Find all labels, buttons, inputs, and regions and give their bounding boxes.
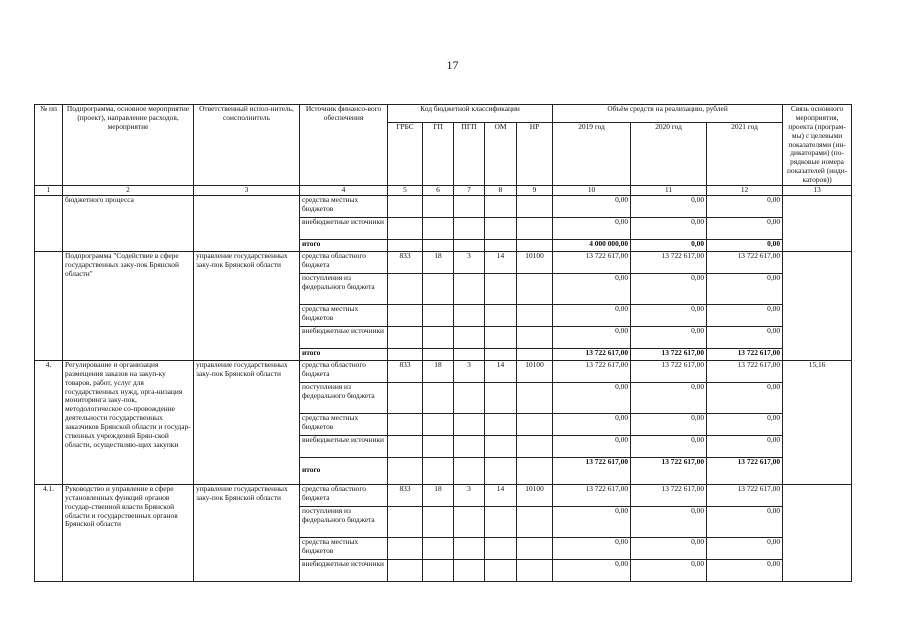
code-np: 10100 [517, 251, 553, 273]
amount-cell: 0,00 [707, 304, 783, 326]
col-number: 1 [35, 185, 63, 195]
source-cell: внебюджетные источники [300, 435, 388, 457]
amount-cell: 0,00 [631, 195, 707, 217]
amount-cell: 0,00 [631, 435, 707, 457]
code-om: 14 [485, 360, 517, 382]
amount-cell: 13 722 617,00 [707, 360, 783, 382]
col-number: 4 [300, 185, 388, 195]
header-np: НР [517, 122, 553, 185]
col-number: 9 [517, 185, 553, 195]
header-executor: Ответственный испол-нитель, соисполнитель [194, 105, 300, 186]
amount-cell: 0,00 [707, 559, 783, 581]
amount-cell: 0,00 [631, 413, 707, 435]
header-budget-code: Код бюджетной классификации [388, 105, 553, 123]
code-np: 10100 [517, 484, 553, 506]
executor-cell: управление государственных заку-пок Брянской области [194, 251, 300, 360]
source-cell: внебюджетные источники [300, 217, 388, 239]
col-number: 2 [63, 185, 194, 195]
amount-cell: 0,00 [553, 326, 631, 348]
source-cell: поступления из федерального бюджета [300, 382, 388, 413]
amount-cell: 13 722 617,00 [707, 251, 783, 273]
amount-cell: 0,00 [707, 537, 783, 559]
column-numbers-row [35, 185, 852, 195]
activity-name: Руководство и управление в сфере установленных функций органов государ-ственной власти Брянской области и государственных органов Брянской области [63, 484, 194, 581]
amount-total: 0,00 [631, 239, 707, 251]
indicator-link: 15,16 [783, 360, 852, 484]
amount-cell: 0,00 [631, 382, 707, 413]
table-row [35, 360, 852, 382]
executor-cell: управление государственных заку-пок Брянской области [194, 360, 300, 484]
amount-total: 13 722 617,00 [553, 348, 631, 360]
amount-cell: 0,00 [631, 326, 707, 348]
code-grbs: 833 [388, 251, 423, 273]
amount-cell: 0,00 [631, 506, 707, 537]
source-cell: средства областного бюджета [300, 251, 388, 273]
source-cell: средства местных бюджетов [300, 304, 388, 326]
executor-cell: управление государственных заку-пок Брянской области [194, 484, 300, 581]
code-gp: 18 [423, 251, 454, 273]
table-row [35, 484, 852, 506]
amount-cell: 0,00 [707, 273, 783, 304]
amount-cell: 0,00 [553, 304, 631, 326]
amount-cell: 0,00 [553, 273, 631, 304]
amount-total: 13 722 617,00 [631, 457, 707, 484]
source-total: итого [300, 348, 388, 360]
amount-cell: 0,00 [631, 273, 707, 304]
page-number: 17 [446, 58, 459, 72]
source-cell: средства областного бюджета [300, 484, 388, 506]
amount-total: 13 722 617,00 [707, 457, 783, 484]
amount-cell: 0,00 [707, 195, 783, 217]
amount-cell: 0,00 [631, 537, 707, 559]
source-total: итого [300, 457, 388, 484]
table-row [35, 195, 852, 217]
budget-table [34, 104, 852, 582]
header-source: Источник финансо-вого обеспечения [300, 105, 388, 186]
header-grbs: ГРБС [388, 122, 423, 185]
amount-cell: 0,00 [553, 559, 631, 581]
col-number: 8 [485, 185, 517, 195]
amount-cell: 0,00 [631, 559, 707, 581]
amount-cell: 0,00 [707, 326, 783, 348]
amount-cell: 13 722 617,00 [553, 360, 631, 382]
col-number: 5 [388, 185, 423, 195]
amount-cell: 0,00 [707, 217, 783, 239]
header-gp: ГП [423, 122, 454, 185]
amount-cell: 0,00 [707, 506, 783, 537]
col-number: 7 [454, 185, 485, 195]
source-cell: средства местных бюджетов [300, 413, 388, 435]
amount-total: 13 722 617,00 [707, 348, 783, 360]
amount-cell: 13 722 617,00 [553, 251, 631, 273]
source-cell: внебюджетные источники [300, 326, 388, 348]
row-number: 4.1. [35, 484, 63, 581]
header-subprogram: Подпрограмма, основное мероприятие (проект), направление расходов, мероприятие [63, 105, 194, 186]
amount-cell: 0,00 [553, 413, 631, 435]
amount-cell: 0,00 [553, 506, 631, 537]
header-amount: Объём средств на реализацию, рублей [553, 105, 783, 123]
code-om: 14 [485, 484, 517, 506]
amount-cell: 0,00 [707, 413, 783, 435]
code-np: 10100 [517, 360, 553, 382]
amount-cell: 13 722 617,00 [631, 251, 707, 273]
code-om: 14 [485, 251, 517, 273]
col-number: 12 [707, 185, 783, 195]
code-gp: 18 [423, 484, 454, 506]
header-om: ОМ [485, 122, 517, 185]
source-cell: средства местных бюджетов [300, 195, 388, 217]
source-total: итого [300, 239, 388, 251]
code-gp: 18 [423, 360, 454, 382]
amount-total: 0,00 [707, 239, 783, 251]
source-cell: поступления из федерального бюджета [300, 273, 388, 304]
amount-cell: 0,00 [553, 217, 631, 239]
amount-cell: 0,00 [553, 382, 631, 413]
amount-cell: 0,00 [553, 435, 631, 457]
amount-cell: 13 722 617,00 [707, 484, 783, 506]
activity-name: Регулирование и организация размещения заказов на закуп-ку товаров, работ, услуг для государственных нужд, орга-низация мониторинга заку-пок, методологическое со-провождение деятельности государственных заказчиков Брянской области и государ-ственных учреждений Брян-ской области, осуществляю-щих закупки [63, 360, 194, 484]
col-number: 13 [783, 185, 852, 195]
amount-cell: 0,00 [553, 537, 631, 559]
header-2019: 2019 год [553, 122, 631, 185]
amount-cell: 0,00 [631, 217, 707, 239]
col-number: 3 [194, 185, 300, 195]
amount-cell: 0,00 [707, 435, 783, 457]
code-pgp: 3 [454, 484, 485, 506]
amount-total: 13 722 617,00 [553, 457, 631, 484]
amount-cell: 13 722 617,00 [631, 484, 707, 506]
table-row [35, 251, 852, 273]
amount-cell: 13 722 617,00 [631, 360, 707, 382]
col-number: 6 [423, 185, 454, 195]
amount-cell: 13 722 617,00 [553, 484, 631, 506]
header-pgp: ПГП [454, 122, 485, 185]
amount-cell: 0,00 [553, 195, 631, 217]
amount-total: 13 722 617,00 [631, 348, 707, 360]
header-2021: 2021 год [707, 122, 783, 185]
code-grbs: 833 [388, 484, 423, 506]
source-cell: внебюджетные источники [300, 559, 388, 581]
source-cell: средства областного бюджета [300, 360, 388, 382]
header-row-1 [35, 105, 852, 123]
header-no: № пп [35, 105, 63, 186]
source-cell: поступления из федерального бюджета [300, 506, 388, 537]
code-grbs: 833 [388, 360, 423, 382]
amount-cell: 0,00 [707, 382, 783, 413]
source-cell: средства местных бюджетов [300, 537, 388, 559]
col-number: 10 [553, 185, 631, 195]
amount-cell: 0,00 [631, 304, 707, 326]
col-number: 11 [631, 185, 707, 195]
row-number: 4. [35, 360, 63, 484]
header-link: Связь основного мероприятия, проекта (програм-мы) с целевыми показателями (ин-дикаторами) (по-рядковые номера показателей (инди-каторов)) [783, 105, 852, 186]
code-pgp: 3 [454, 360, 485, 382]
header-2020: 2020 год [631, 122, 707, 185]
amount-total: 4 000 000,00 [553, 239, 631, 251]
subprogram-name: бюджетного процесса [63, 195, 194, 251]
code-pgp: 3 [454, 251, 485, 273]
subprogram-name: Подпрограмма "Содействие в сфере государственных заку-пок Брянской области" [63, 251, 194, 360]
